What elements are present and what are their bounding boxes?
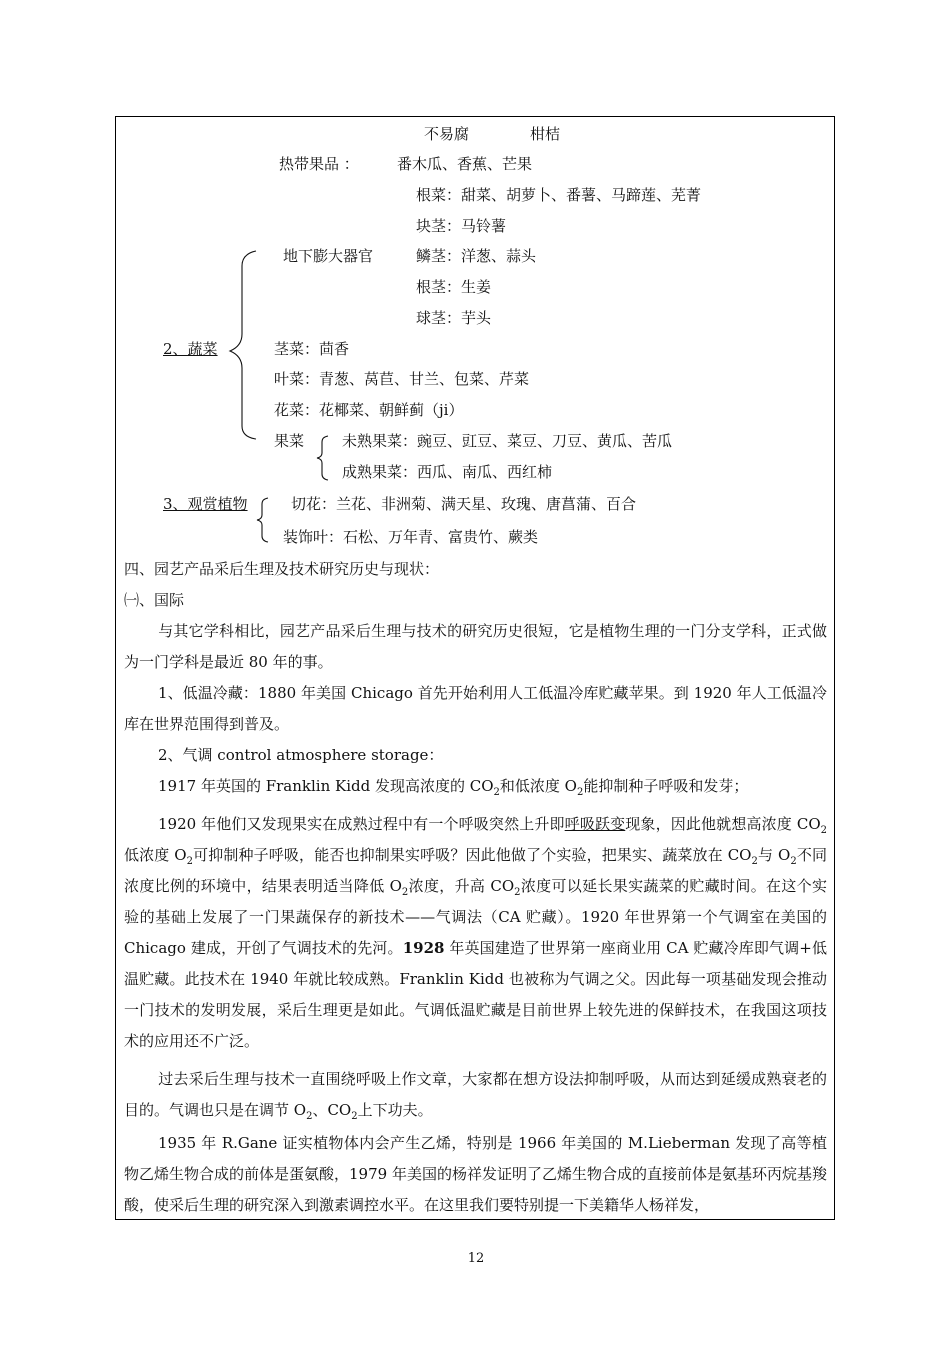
tropical-fruit-label: 热带果品 ：	[279, 155, 359, 173]
vegetable-brace	[226, 250, 266, 440]
root-vegetable-line: 根菜：甜菜、胡萝卜、番薯、马蹄莲、芜菁	[416, 186, 702, 204]
ornamental-category-label: 3、观赏植物	[163, 495, 248, 513]
underground-organ-label: 地下膨大器官	[283, 247, 374, 265]
tropical-fruit-items: 番木瓜、香蕉、芒果	[397, 155, 533, 173]
tuber-line: 块茎：马铃薯	[416, 217, 507, 235]
paragraph-respiration: 过去采后生理与技术一直围绕呼吸上作文章，大家都在想方设法抑制呼吸，从而达到延缓成熟衰老的目的。气调也只是在调节 $O_2$、$CO_2$上下功夫。	[124, 1070, 827, 1122]
foliage-line: 装饰叶：石松、万年青、富贵竹、蕨类	[283, 528, 539, 546]
ripe-fruit-vegetable-line: 成熟果菜：西瓜、南瓜、西红柿	[342, 463, 553, 481]
flower-vegetable-line: 花菜：花椰菜、朝鲜蓟（ji）	[274, 401, 464, 419]
sub-heading-international: ㈠、国际	[124, 591, 185, 609]
cut-flower-line: 切花：兰花、非洲菊、满天星、玫瑰、唐菖蒲、百合	[291, 495, 637, 513]
respiratory-climacteric-term: 呼吸跃变	[564, 815, 626, 833]
fruit-type-perishability: 不易腐	[424, 125, 470, 143]
bulb-line: 鳞茎：洋葱、蒜头	[416, 247, 537, 265]
rhizome-line: 根茎：生姜	[416, 278, 492, 296]
leaf-vegetable-line: 叶菜：青葱、莴苣、甘兰、包菜、芹菜	[274, 370, 530, 388]
paragraph-1917: 1917 年英国的 Franklin Kidd 发现高浓度的 $CO_2$和低浓度 $O_2$能抑制种子呼吸和发芽；	[158, 777, 749, 798]
fruit-type-citrus: 柑桔	[530, 125, 561, 143]
fruit-vegetable-label: 果菜	[274, 432, 305, 450]
page-number: 12	[467, 1251, 485, 1266]
paragraph-ca-heading: 2、气调 control atmosphere storage：	[158, 746, 444, 764]
vegetable-category-label: 2、蔬菜	[163, 340, 218, 358]
section-heading: 四、园艺产品采后生理及技术研究历史与现状：	[124, 560, 440, 578]
corm-line: 球茎：芋头	[416, 309, 492, 327]
paragraph-1920: 1920 年他们又发现果实在成熟过程中有一个呼吸突然上升即呼吸跃变现象，因此他就想高浓度 $CO_2$低浓度 $O_2$可抑制种子呼吸，能否也抑制果实呼吸？因此他做了个实验，把果实、蔬菜放在 $CO_2$与 $O_2$不同浓度比例的环境中，结果表明适当降低 $O_2$浓度，升高 $CO_2$浓度可以延长果实蔬菜的贮藏时间。在这个实验的基础上发展了一门果蔬保存的新技术——气调法（CA 贮藏）。1920 年世界第一个气调室在美国的 Chicago 建成，开创了气调技术的先河。1928 年英国建造了世界第一座商业用 CA 贮藏冷库即气调+低温贮藏。此技术在 1940 年就比较成熟。Franklin Kidd 也被称为气调之父。因此每一项基础发现会推动一门技术的发明发展，采后生理更是如此。气调低温贮藏是目前世界上较先进的保鲜技术，在我国这项技术的应用还不广泛。	[124, 815, 827, 1050]
unripe-fruit-vegetable-line: 未熟果菜：豌豆、豇豆、菜豆、刀豆、黄瓜、苦瓜	[342, 432, 673, 450]
ornamental-brace	[256, 497, 276, 543]
fruit-vegetable-brace	[316, 435, 336, 481]
paragraph-ethylene: 1935 年 R.Gane 证实植物体内会产生乙烯，特别是 1966 年美国的 M.Lieberman 发现了高等植物乙烯生物合成的前体是蛋氨酸，1979 年美国的杨祥发证明了乙烯生物合成的直接前体是氨基环丙烷基羧酸，使采后生理的研究深入到激素调控水平。在这里我们要特别提一下美籍华人杨祥发，	[124, 1134, 827, 1214]
stem-vegetable-line: 茎菜：茴香	[274, 340, 350, 358]
paragraph-cold-storage: 1、低温冷藏：1880 年美国 Chicago 首先开始利用人工低温冷库贮藏苹果。到 1920 年人工低温冷库在世界范围得到普及。	[124, 684, 827, 733]
paragraph-intro: 与其它学科相比，园艺产品采后生理与技术的研究历史很短，它是植物生理的一门分支学科，正式做为一门学科是最近 80 年的事。	[124, 622, 827, 671]
